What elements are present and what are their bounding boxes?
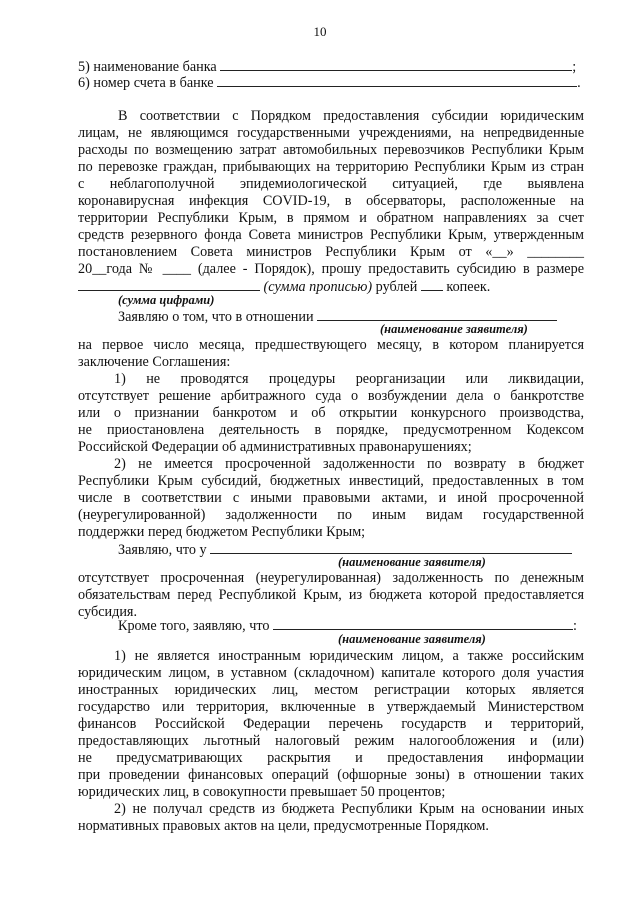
applicant-caption: (наименование заявителя)	[380, 322, 528, 336]
declare2-text-line: отсутствует просроченная (неурегулированная) задолженность по денежным	[78, 570, 584, 586]
item2-line: 2) не имеется просроченной задолженности по возврату в бюджет	[114, 456, 584, 472]
intro-line: постановлением Совета министров Республики Крым от «__» ________	[78, 244, 584, 260]
intro-line: коронавирусная инфекция COVID-19, в обсерваторы, расположенные на	[78, 193, 584, 209]
item3-line: не предусматривающих раскрытия и предоставления информации	[78, 750, 584, 766]
bank-account-line	[78, 74, 584, 92]
bank-name-label: 5) наименование банка	[78, 59, 217, 75]
item2-line: поддержки перед бюджетом Республики Крым;	[78, 524, 366, 540]
applicant2-caption: (наименование заявителя)	[338, 555, 486, 569]
applicant2-blank	[210, 541, 572, 554]
item3-line: предоставляющих льготный налоговый режим налогообложения и (или)	[78, 733, 584, 749]
bank-account-blank	[217, 74, 577, 87]
item1-line: 1) не проводятся процедуры реорганизации или ликвидации,	[114, 371, 584, 387]
item2-line: числе в соответствии с иными правовыми актами, и иной просроченной	[78, 490, 584, 506]
bank-name-end: ;	[572, 59, 577, 75]
item3-line: юридическим лицом, в уставном (складочном) капитале которого доля участия	[78, 665, 584, 681]
item1-line: Российской Федерации об административных правонарушениях;	[78, 439, 472, 455]
declare2-label: Заявляю, что у	[118, 542, 207, 558]
item3-line: финансов Российской Федерации перечень государств и территорий,	[78, 716, 584, 732]
item3-line: при проведении финансовых операций (офшорные зоны) в отношении таких	[78, 767, 584, 783]
intro-line: 20__года № ____ (далее - Порядок), прошу предоставить субсидию в размере	[78, 261, 584, 277]
declare2-text-line: обязательствам перед Республикой Крым, из бюджета которой предоставляется	[78, 587, 584, 603]
applicant3-caption: (наименование заявителя)	[338, 632, 486, 646]
declare-text-line: на первое число месяца, предшествующего месяцу, в котором планируется	[78, 337, 584, 353]
sum-words-label: (сумма прописью)	[263, 279, 373, 295]
sum-kopecks-label: копеек.	[446, 279, 491, 295]
bank-account-end: .	[577, 75, 581, 91]
item1-line: отсутствует решение арбитражного суда о возбуждении дела о банкротстве	[78, 388, 584, 404]
declare3-line	[78, 617, 584, 635]
intro-line: лицам, не являющимся государственными учреждениями, на непредвиденные	[78, 125, 584, 141]
item1-line: или о признании банкротом и об открытии конкурсного производства,	[78, 405, 584, 421]
sum-blank	[78, 278, 260, 291]
intro-line: по перевозке граждан, прибывающих на территорию Республики Крым из стран	[78, 159, 584, 175]
page-number: 10	[313, 24, 327, 39]
kopecks-blank	[421, 278, 443, 291]
bank-account-label: 6) номер счета в банке	[78, 75, 214, 91]
item2-line: Республики Крым субсидий, бюджетных инвестиций, предоставленных в том	[78, 473, 584, 489]
item3-line: юридических лиц, в совокупности превышает 50 процентов;	[78, 784, 446, 800]
sum-rubles-label: рублей	[375, 279, 418, 295]
item3-line: государство или территория, включенные в утверждаемый Министерством	[78, 699, 584, 715]
item3-line: 1) не является иностранным юридическим лицом, а также российским	[114, 648, 584, 664]
intro-line: В соответствии с Порядком предоставления субсидии юридическим	[118, 108, 584, 124]
item3-line: иностранных юридических лиц, местом регистрации которых является	[78, 682, 584, 698]
declare3-end: :	[573, 618, 577, 634]
item4-line: нормативных правовых актов на цели, предусмотренные Порядком.	[78, 818, 489, 834]
intro-line: с неблагополучной эпидемиологической ситуацией, где выявлена	[78, 176, 584, 192]
item2-line: (неурегулированной) задолженности по иным видам государственной	[78, 507, 584, 523]
applicant-blank	[317, 308, 557, 321]
applicant3-blank	[273, 617, 573, 630]
item1-line: не приостановлена деятельность в порядке, предусмотренном Кодексом	[78, 422, 584, 438]
declare2-text-line: субсидия.	[78, 604, 138, 620]
intro-line: территории Республики Крым, в прямом и обратном направлениях за счет	[78, 210, 584, 226]
intro-line: расходы по возмещению затрат автомобильных перевозчиков Республики Крым	[78, 142, 584, 158]
sum-digits-caption: (сумма цифрами)	[118, 293, 215, 307]
intro-line: средств резервного фонда Совета министров Республики Крым, утвержденным	[78, 227, 584, 243]
declare-text-line: заключение Соглашения:	[78, 354, 231, 370]
declare3-label: Кроме того, заявляю, что	[118, 618, 270, 634]
item4-line: 2) не получал средств из бюджета Республики Крым на основании иных	[114, 801, 584, 817]
bank-name-blank	[220, 58, 572, 71]
declare-label: Заявляю о том, что в отношении	[118, 309, 314, 325]
declare2-line	[78, 541, 584, 559]
